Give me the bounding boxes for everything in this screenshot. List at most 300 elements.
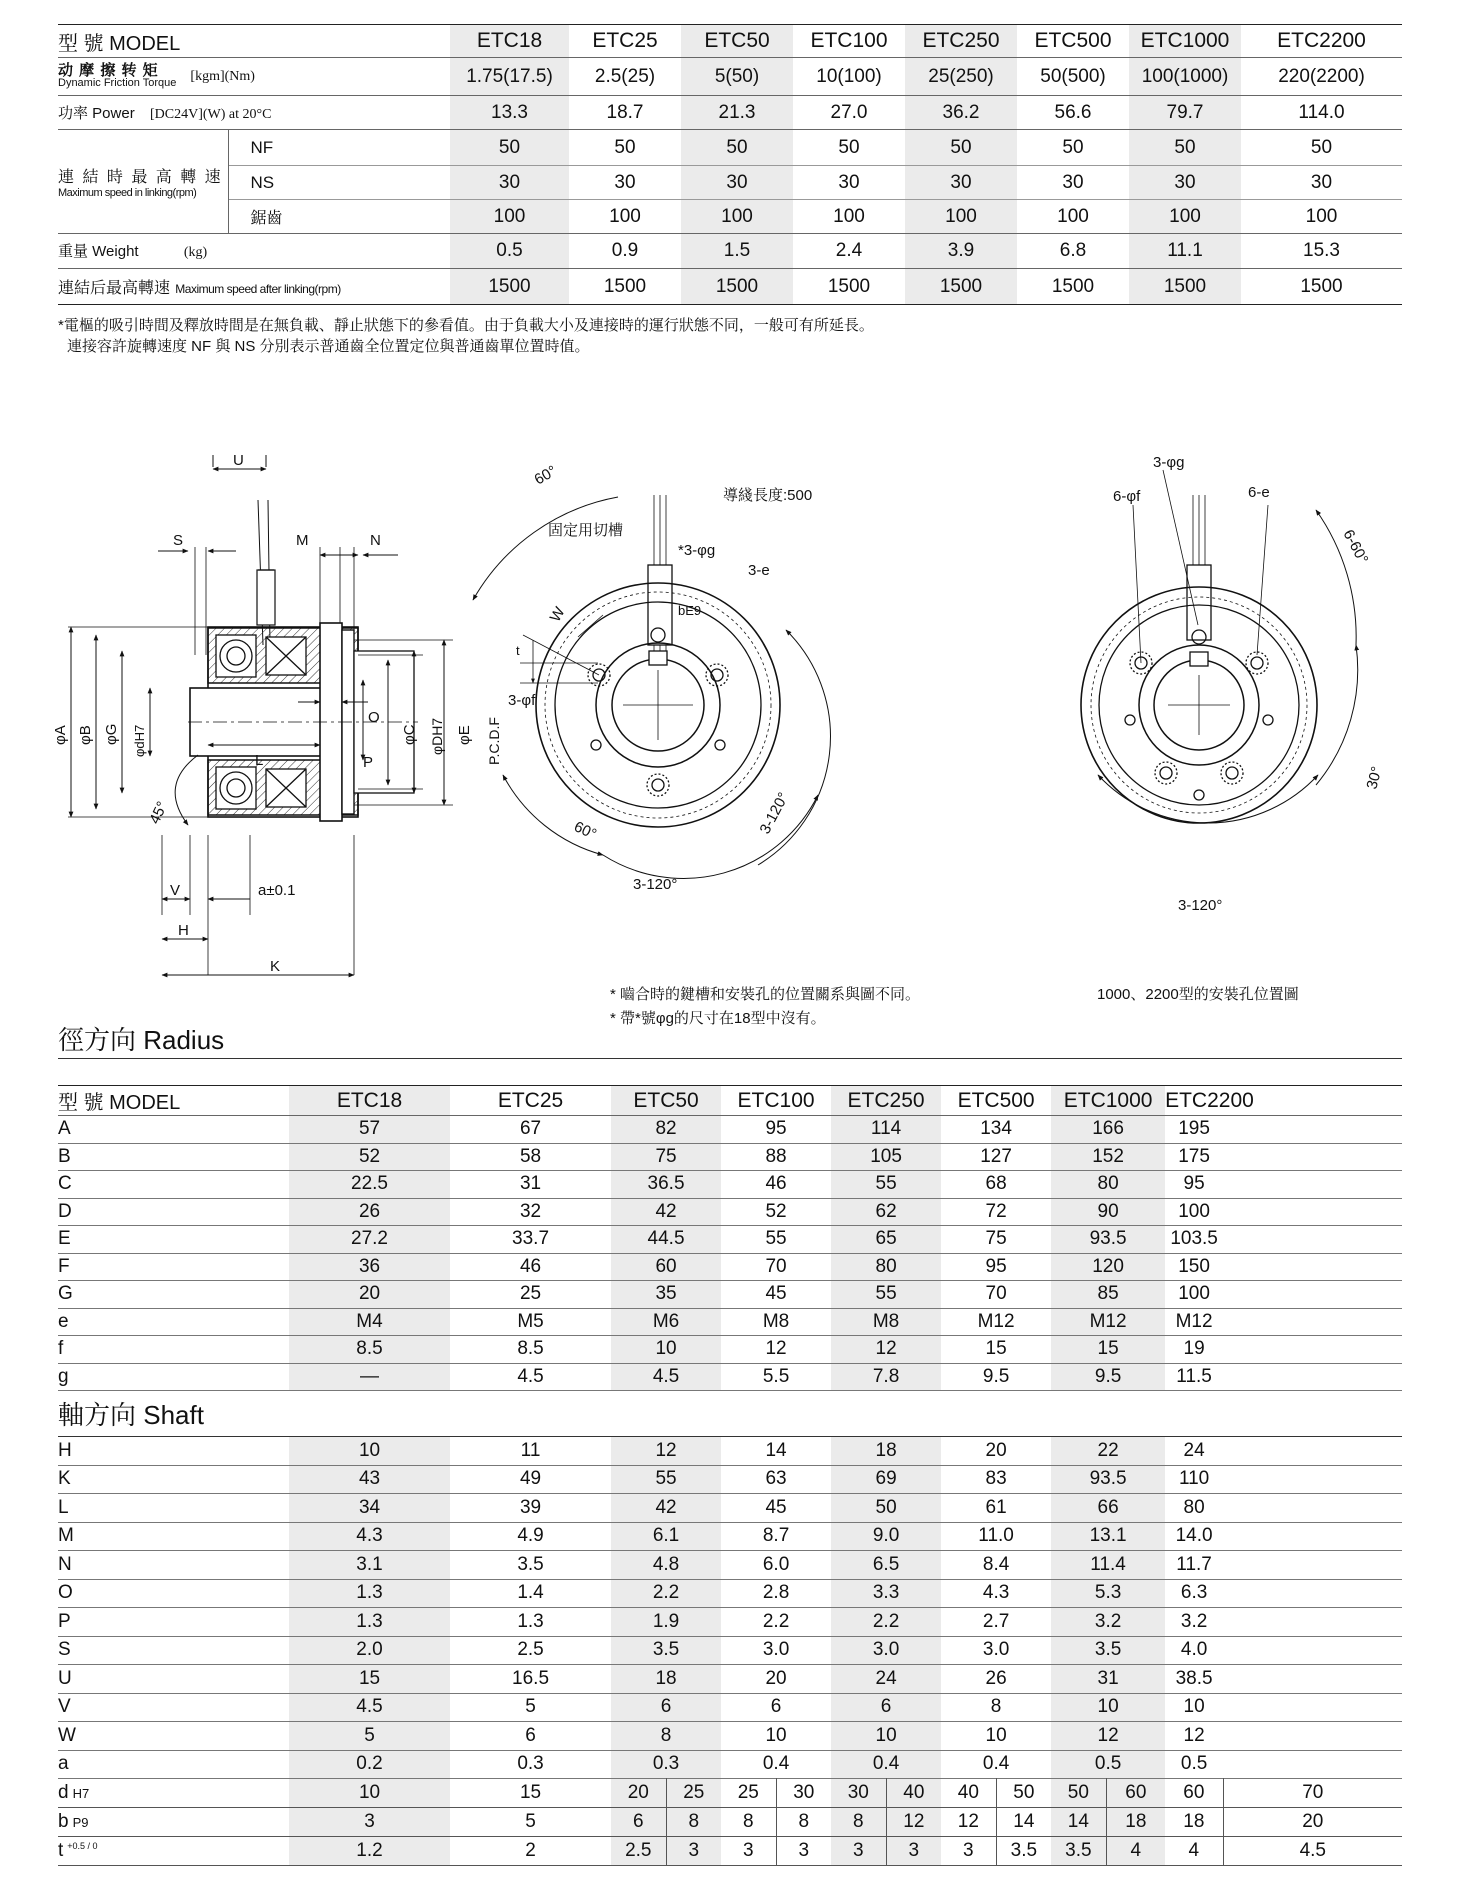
dim-value: 15 [985,1338,1007,1360]
dim-value: 110 [1178,1468,1210,1490]
dim-value: 8.4 [982,1553,1010,1575]
dim-value: 2.7 [982,1610,1010,1632]
dim-value: 11.5 [1176,1365,1212,1387]
dim-value: 3 [776,1837,831,1866]
nf-value: 50 [614,136,636,158]
dim-value: 18 [1106,1808,1165,1837]
dim-value: 30 [831,1779,886,1808]
dim-value: 24 [831,1665,941,1694]
dim-value: 25 [737,1782,759,1803]
dim-value: 18 [611,1665,721,1694]
dim-value: 3.0 [982,1639,1010,1661]
saw-tooth-value: 100 [450,200,569,234]
dim-value: 3 [886,1837,941,1866]
dim-value: 20 [289,1281,450,1309]
dim-value: 4.9 [517,1525,544,1547]
dim-value: 19 [1183,1338,1205,1360]
dim-value: 9.5 [1051,1363,1165,1391]
dim-label: M [296,532,309,549]
model-name: ETC250 [905,25,1017,58]
dim-value: 11 [520,1439,541,1461]
after-speed-value: 1500 [603,275,647,297]
torque-value: 5(50) [681,58,793,96]
dim-label: 6-60° [1339,526,1372,567]
dim-value: 3 [289,1808,450,1837]
dim-value: 15 [289,1665,450,1694]
dim-value: 25 [519,1283,542,1305]
dim-value: 6 [770,1696,782,1718]
dim-value: 11.7 [1176,1553,1212,1575]
dim-value: 31 [1051,1665,1165,1694]
dim-value: 49 [519,1468,542,1490]
dim-label: O [368,709,380,726]
dim-value: 8 [831,1808,886,1837]
dim-value: M12 [1175,1310,1213,1332]
dim-label: a±0.1 [258,882,296,899]
dim-value: 8.5 [517,1338,544,1360]
dim-value: 7.8 [831,1363,941,1391]
dim-value: 2.8 [762,1582,790,1604]
dim-value: 24 [1183,1439,1205,1461]
dim-value: 63 [765,1468,787,1490]
dim-label: φG [103,723,120,745]
dim-label: 導綫長度:500 [723,487,813,504]
dim-value: 12 [1051,1722,1165,1751]
technical-drawing [52,452,1402,1000]
dim-label: 3-120° [1178,897,1223,914]
dim-value: 30 [776,1779,831,1808]
ns-label: NS [250,172,275,192]
dim-value: 52 [765,1200,787,1222]
dim-value: 4.0 [1180,1639,1208,1661]
dim-value: 52 [289,1143,450,1171]
weight-value: 0.9 [611,240,639,261]
dim-value: 0.4 [831,1750,941,1779]
after-speed-value: 1500 [1300,275,1343,297]
dim-row-label: E [58,1228,71,1250]
power-value: 21.3 [681,96,793,130]
dim-value: 12 [831,1336,941,1364]
model-name: ETC100 [737,1088,815,1112]
dim-label: S [173,532,184,549]
model-name: ETC100 [810,29,888,52]
dim-value: 44.5 [611,1226,721,1254]
dim-value: 67 [519,1118,542,1140]
dim-value: 50 [831,1494,941,1523]
ns-value: 30 [614,171,636,193]
dim-value: 95 [765,1118,787,1140]
dim-row-label [58,1779,289,1808]
dim-row-label-main: t [58,1840,64,1861]
shaft-section-title: 軸方向 Shaft [58,1400,204,1430]
power-unit: [DC24V](W) at 20°C [149,106,272,122]
dim-row-label: D [58,1200,72,1222]
dim-value: 10 [985,1724,1007,1746]
dim-value: 22 [1051,1437,1165,1466]
dim-value: 9.5 [982,1365,1010,1387]
dim-label: φA [52,725,69,745]
dim-value: 22.5 [289,1171,450,1199]
dim-value: 1.3 [289,1608,450,1637]
nf-label: NF [250,137,274,157]
dim-value: 14.0 [1175,1525,1213,1547]
dim-value: 82 [611,1116,721,1144]
dim-value: 175 [1178,1145,1210,1167]
dim-value: 10 [1051,1693,1165,1722]
dim-value: 35 [611,1281,721,1309]
dim-value: M12 [977,1310,1015,1332]
torque-value: 10(100) [816,65,882,87]
dim-value: 10 [1183,1696,1205,1718]
dim-label: φDH7 [429,717,445,755]
weight-label [58,234,450,269]
weight-value: 11.1 [1129,234,1241,269]
power-value: 114.0 [1298,101,1345,123]
drawing-caption-2: * 帶*號φg的尺寸在18型中沒有。 [610,1010,826,1027]
dim-row-label [58,1837,289,1866]
dim-row-label: M [58,1525,74,1547]
torque-value: 1.75(17.5) [450,58,569,96]
dim-value: 70 [985,1283,1007,1305]
after-speed-value: 1500 [1129,269,1241,305]
dim-value: 3 [666,1837,721,1866]
dim-label: V [170,882,181,899]
dim-label: N [370,532,381,549]
nf-value: 50 [1062,136,1084,158]
dim-label: K [270,958,281,975]
dim-value: 25 [666,1779,721,1808]
dim-label: 60° [571,818,600,844]
dim-value: 60 [1106,1779,1165,1808]
dim-label: 60° [531,462,560,489]
dim-value: 40 [886,1779,941,1808]
model-name: ETC25 [497,1088,564,1112]
dim-value: 0.3 [517,1753,544,1775]
dim-value: 0.4 [982,1753,1010,1775]
drawing-caption-1: * 嚙合時的鍵槽和安裝孔的位置關系與圖不同。 [610,986,921,1003]
dim-value: 1.3 [517,1610,544,1632]
dim-value: M8 [762,1310,790,1332]
dim-value: 3.5 [1051,1837,1106,1866]
dim-label: U [233,452,244,469]
dim-value: 12 [886,1808,941,1837]
dim-value: 65 [831,1226,941,1254]
dim-value: 80 [1183,1496,1205,1518]
model-name: ETC18 [450,25,569,58]
dim-value: 70 [1223,1779,1402,1808]
dim-value: 58 [519,1145,542,1167]
dim-value: 95 [1183,1173,1205,1195]
drawing-caption-3: 1000、2200型的安裝孔位置圖 [1097,986,1299,1003]
torque-value: 2.5(25) [594,65,656,87]
torque-unit: [kgm](Nm) [190,68,255,84]
dim-value: 4.5 [517,1365,544,1387]
dim-value: 20 [985,1439,1007,1461]
dim-value: 6.3 [1180,1582,1208,1604]
torque-value: 220(2200) [1278,65,1365,87]
dim-row-label: W [58,1724,76,1746]
dim-row-label: B [58,1145,71,1167]
dim-value: 57 [289,1116,450,1144]
power-value: 56.6 [1054,101,1092,123]
nf-value: 50 [1129,130,1241,166]
nf-value: 50 [838,136,860,158]
dim-value: 0.2 [289,1750,450,1779]
dim-label: φB [77,725,94,745]
dim-value: 42 [611,1198,721,1226]
dim-value: 38.5 [1175,1667,1213,1689]
dim-value: 20 [1223,1808,1402,1837]
dim-value: 6.0 [762,1553,790,1575]
dim-value: 0.5 [1180,1753,1208,1775]
ns-value: 30 [1062,171,1084,193]
model-name: ETC2200 [1165,1088,1254,1112]
dim-value: M12 [1051,1308,1165,1336]
dim-value: 195 [1178,1118,1210,1140]
dim-value: 1.9 [611,1608,721,1637]
dim-label: 6-φf [1113,488,1141,505]
dim-value: 8 [666,1808,721,1837]
dim-value: 5 [525,1696,536,1718]
dim-value: 46 [765,1173,787,1195]
dim-value: 45 [765,1283,787,1305]
dim-label: 3-φf [508,692,536,709]
torque-label-en: Dynamic Friction Torque [58,76,177,89]
dim-value: 3.5 [517,1553,544,1575]
weight-value: 1.5 [681,234,793,269]
dim-value: 2.5 [517,1639,544,1661]
dim-value: 10 [765,1724,787,1746]
dim-value: 33.7 [512,1228,550,1250]
dim-value: 0.3 [611,1750,721,1779]
model-name: ETC18 [289,1086,450,1116]
dim-value: 11.4 [1051,1551,1165,1580]
dim-row-label: N [58,1553,72,1575]
max-speed-label-en: Maximum speed in linking(rpm) [58,187,197,199]
power-value: 13.3 [450,96,569,130]
power-value: 36.2 [905,96,1017,130]
dim-value: 20 [765,1667,787,1689]
dim-value: 12 [611,1437,721,1466]
dim-value: 12 [1183,1724,1205,1746]
power-label-text: 功率 Power [58,104,135,122]
dim-value: 46 [519,1255,542,1277]
dim-value: 60 [611,1253,721,1281]
dim-value: 6 [611,1693,721,1722]
dim-row-label: F [58,1255,70,1277]
dim-value: 2.2 [831,1608,941,1637]
dim-row-label [58,1808,289,1837]
dim-value: 80 [831,1253,941,1281]
power-label [58,96,450,130]
dim-row-label: G [58,1283,73,1305]
torque-value: 25(250) [905,58,1017,96]
after-speed-value: 1500 [827,275,871,297]
dim-value: 9.0 [831,1522,941,1551]
dim-value: 127 [980,1145,1012,1167]
nf-value: 50 [1310,136,1333,158]
ns-value: 30 [905,166,1017,200]
dim-value: 6 [525,1724,536,1746]
dim-value: 60 [1183,1782,1205,1803]
dim-row-label-main: b [58,1811,69,1832]
saw-tooth-value: 100 [609,205,641,227]
dim-value: 1.2 [289,1837,450,1866]
dim-value: 0.5 [1051,1750,1165,1779]
dim-value: 16.5 [512,1667,550,1689]
torque-value: 50(500) [1040,65,1106,87]
dim-value: 150 [1178,1255,1210,1277]
dim-value: 10 [289,1437,450,1466]
power-value: 18.7 [606,101,644,123]
dim-model-label: 型 號 MODEL [58,1092,181,1114]
dim-label: L [255,752,264,769]
dim-label: 45° [146,798,172,827]
dim-label: φE [456,725,473,745]
dim-value: 5.3 [1051,1579,1165,1608]
dim-value: 40 [957,1782,979,1803]
dim-value: 10 [611,1336,721,1364]
dim-value: 31 [519,1173,542,1195]
dim-value: 4 [1106,1837,1165,1866]
dim-value: 70 [765,1255,787,1277]
saw-tooth-value: 100 [681,200,793,234]
dim-value: 93.5 [1051,1465,1165,1494]
dim-value: 75 [611,1143,721,1171]
dim-value: 18 [831,1437,941,1466]
dim-value: 4.8 [611,1551,721,1580]
dim-row-label: A [58,1118,71,1140]
after-speed-label [58,269,450,305]
dim-value: 55 [831,1171,941,1199]
dim-value: 11.0 [978,1525,1014,1547]
dim-value: 8.5 [289,1336,450,1364]
after-speed-label-cn: 連結后最高轉速 [58,279,171,297]
rear-view [1081,470,1358,823]
weight-value: 2.4 [835,240,863,261]
model-name: ETC2200 [1277,29,1366,52]
dim-value: 85 [1051,1281,1165,1309]
dim-row-label-tolerance: P9 [72,1815,89,1830]
dim-value: 3.5 [1051,1636,1165,1665]
dim-row-label: H [58,1439,72,1461]
dim-label: H [178,922,189,939]
after-speed-value: 1500 [450,269,569,305]
dim-value: 14 [1051,1808,1106,1837]
dim-value: 6.5 [831,1551,941,1580]
dim-row-label-main: d [58,1782,69,1803]
dim-value: 6 [611,1808,666,1837]
dim-value: 2 [525,1840,536,1861]
dim-label: 3-φg [1153,454,1185,471]
dim-value: 4 [1188,1840,1200,1861]
dim-label: 固定用切槽 [548,522,624,539]
dim-value: 32 [519,1200,542,1222]
performance-table [58,24,1402,305]
dim-label: *3-φg [678,542,716,559]
dim-value: 26 [985,1667,1007,1689]
weight-label-text: 重量 Weight [58,243,139,260]
dim-label: P [363,754,374,771]
dim-value: 3 [743,1840,754,1861]
dim-value: 8 [611,1722,721,1751]
dim-value: 100 [1178,1200,1210,1222]
dim-value: 3 [831,1837,886,1866]
dim-value: 61 [985,1496,1007,1518]
dim-value: 36.5 [611,1171,721,1199]
dim-row-label-tolerance: +0.5 / 0 [67,1840,98,1851]
max-speed-label-cn: 連 結 時 最 高 轉 速 [58,169,223,186]
dim-value: 75 [985,1228,1007,1250]
model-name: ETC500 [1034,29,1112,52]
dim-value: 3.2 [1180,1610,1208,1632]
dim-value: 100 [1178,1283,1210,1305]
dim-value: 3.2 [1051,1608,1165,1637]
dim-row-label: V [58,1696,71,1718]
weight-value: 15.3 [1303,240,1340,261]
after-speed-value: 1500 [1051,275,1095,297]
model-name: ETC1000 [1051,1086,1165,1116]
saw-tooth-value: 100 [1057,205,1089,227]
dim-label: 6-e [1248,484,1270,501]
dim-value: M5 [517,1310,544,1332]
weight-value: 3.9 [905,234,1017,269]
footnote-2: 連接容許旋轉速度 NF 與 NS 分別表示普通齒全位置定位與普通齒單位置時值。 [67,338,590,355]
dim-value: 2.2 [762,1610,790,1632]
saw-tooth-label: 鋸齒 [250,210,283,227]
dim-value: 3.1 [289,1551,450,1580]
dim-value: 27.2 [289,1226,450,1254]
dim-value: 10 [831,1722,941,1751]
dim-label: 30° [1363,764,1386,792]
radius-title-rule [58,1058,1402,1059]
dim-value: 105 [831,1143,941,1171]
dim-value: M8 [831,1308,941,1336]
dim-value: 2.5 [611,1837,666,1866]
dim-value: 15 [519,1782,542,1803]
power-value: 79.7 [1129,96,1241,130]
dim-value: 5.5 [762,1365,790,1387]
after-speed-value: 1500 [905,269,1017,305]
dim-value: 134 [980,1118,1012,1140]
dim-row-label: O [58,1582,73,1604]
saw-tooth-value: 100 [1305,205,1338,227]
ns-value: 30 [838,171,860,193]
dim-label: 3-e [748,562,770,579]
dim-value: 68 [985,1173,1007,1195]
dim-value: 69 [831,1465,941,1494]
ns-value: 30 [1310,171,1333,193]
power-value: 27.0 [830,101,868,123]
dim-label: W [546,604,569,625]
dim-value: 95 [985,1255,1007,1277]
torque-label [58,58,450,96]
dim-value: 12 [957,1811,979,1832]
dim-value: 1.3 [289,1579,450,1608]
nf-value: 50 [681,130,793,166]
model-name: ETC25 [592,29,658,52]
nf-value: 50 [905,130,1017,166]
dim-value: 50 [996,1779,1051,1808]
model-name: ETC50 [611,1086,721,1116]
dim-value: 66 [1051,1494,1165,1523]
after-speed-label-en: Maximum speed after linking(rpm) [175,281,341,296]
dim-value: 4.5 [611,1363,721,1391]
dim-value: 120 [1051,1253,1165,1281]
dim-value: 20 [611,1779,666,1808]
dim-value: 55 [765,1228,787,1250]
dim-value: M6 [611,1308,721,1336]
